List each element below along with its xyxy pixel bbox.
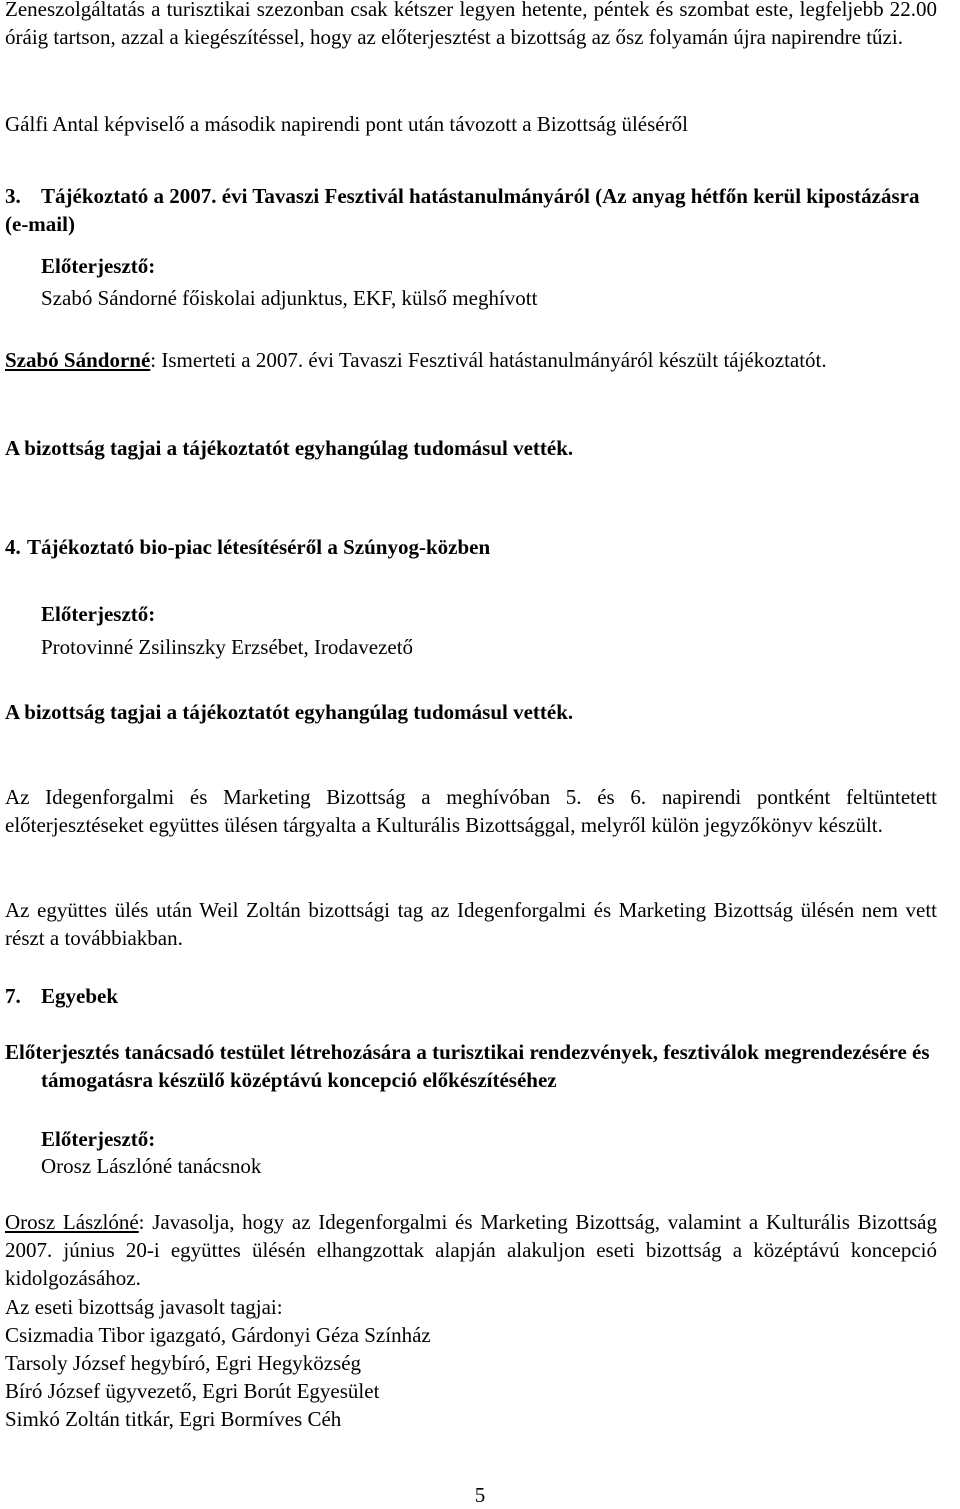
agenda-item-3-presenter-label: Előterjesztő: — [41, 254, 156, 278]
agenda-item-3-title: Tájékoztató a 2007. évi Tavaszi Fesztivál hatástanulmányáról (Az anyag hétfőn kerül kipostázásra (e-mail) — [5, 184, 920, 236]
agenda-item-4-heading — [5, 533, 937, 561]
page-number: 5 — [474, 1483, 486, 1507]
agenda-item-4-presenter: Protovinné Zsilinszky Erzsébet, Irodavezető — [41, 635, 414, 659]
agenda-item-7-presenter-label: Előterjesztő: — [41, 1127, 156, 1151]
agenda-item-3-speaker-text: : Ismerteti a 2007. évi Tavaszi Fesztivál hatástanulmányáról készült tájékoztatót. — [150, 348, 827, 372]
agenda-item-3-number: 3. — [5, 184, 21, 208]
committee-members-intro: Az eseti bizottság javasolt tagjai: — [5, 1295, 283, 1319]
agenda-item-7-title: Egyebek — [41, 984, 119, 1008]
departure-note: Az együttes ülés után Weil Zoltán bizottsági tag az Idegenforgalmi és Marketing Bizottság ülésén nem vett részt a továbbiakban. — [5, 898, 937, 950]
agenda-item-3-speaker-paragraph — [5, 346, 937, 374]
agenda-item-7-speaker-text: : Javasolja, hogy az Idegenforgalmi és Marketing Bizottság, valamint a Kulturális Bizottság 2007. június 20-i együttes ülésén elhangzottak alapján alakuljon eseti bizottság a középtávú koncepció kidolgozásához. — [5, 1210, 937, 1290]
agenda-item-3-presenter: Szabó Sándorné főiskolai adjunktus, EKF, külső meghívott — [41, 286, 538, 310]
agenda-item-4-presenter-label: Előterjesztő: — [41, 602, 156, 626]
committee-member: Simkó Zoltán titkár, Egri Bormíves Céh — [5, 1407, 342, 1431]
committee-member: Csizmadia Tibor igazgató, Gárdonyi Géza Színház — [5, 1323, 431, 1347]
committee-member: Bíró József ügyvezető, Egri Borút Egyesület — [5, 1379, 380, 1403]
agenda-item-3-heading — [5, 182, 937, 238]
agenda-item-4-title: Tájékoztató bio-piac létesítéséről a Szúnyog-közben — [27, 535, 491, 559]
proposal-title: Előterjesztés tanácsadó testület létrehozására a turisztikai rendezvények, fesztiválok megrendezésére és támogatásra készülő középtávú koncepció előkészítéséhez — [5, 1040, 930, 1092]
agenda-item-7-speaker-name: Orosz Lászlóné — [5, 1210, 139, 1234]
agenda-item-7-number: 7. — [5, 984, 21, 1008]
intro-paragraph-2: Gálfi Antal képviselő a második napirendi pont után távozott a Bizottság üléséről — [5, 112, 688, 136]
joint-session-note: Az Idegenforgalmi és Marketing Bizottság a meghívóban 5. és 6. napirendi pontként feltüntetett előterjesztéseket együttes ülésen tárgyalta a Kulturális Bizottsággal, melyről külön jegyzőkönyv készült. — [5, 785, 937, 837]
agenda-item-7-heading — [5, 982, 937, 1010]
intro-paragraph-1: Zeneszolgáltatás a turisztikai szezonban csak kétszer legyen hetente, péntek és szombat este, legfeljebb 22.00 óráig tartson, azzal a kiegészítéssel, hogy az előterjesztést a bizottság az ősz folyamán újra napirendre tűzi. — [5, 0, 937, 49]
committee-member: Tarsoly József hegybíró, Egri Hegyközség — [5, 1351, 362, 1375]
agenda-item-3-speaker-name: Szabó Sándorné — [5, 348, 151, 372]
agenda-item-4-number: 4. — [5, 535, 21, 559]
agenda-item-3-resolution: A bizottság tagjai a tájékoztatót egyhangúlag tudomásul vették. — [5, 436, 574, 460]
agenda-item-7-speaker-paragraph — [5, 1208, 937, 1292]
agenda-item-4-resolution: A bizottság tagjai a tájékoztatót egyhangúlag tudomásul vették. — [5, 700, 574, 724]
agenda-item-7-presenter: Orosz Lászlóné tanácsnok — [41, 1154, 262, 1178]
